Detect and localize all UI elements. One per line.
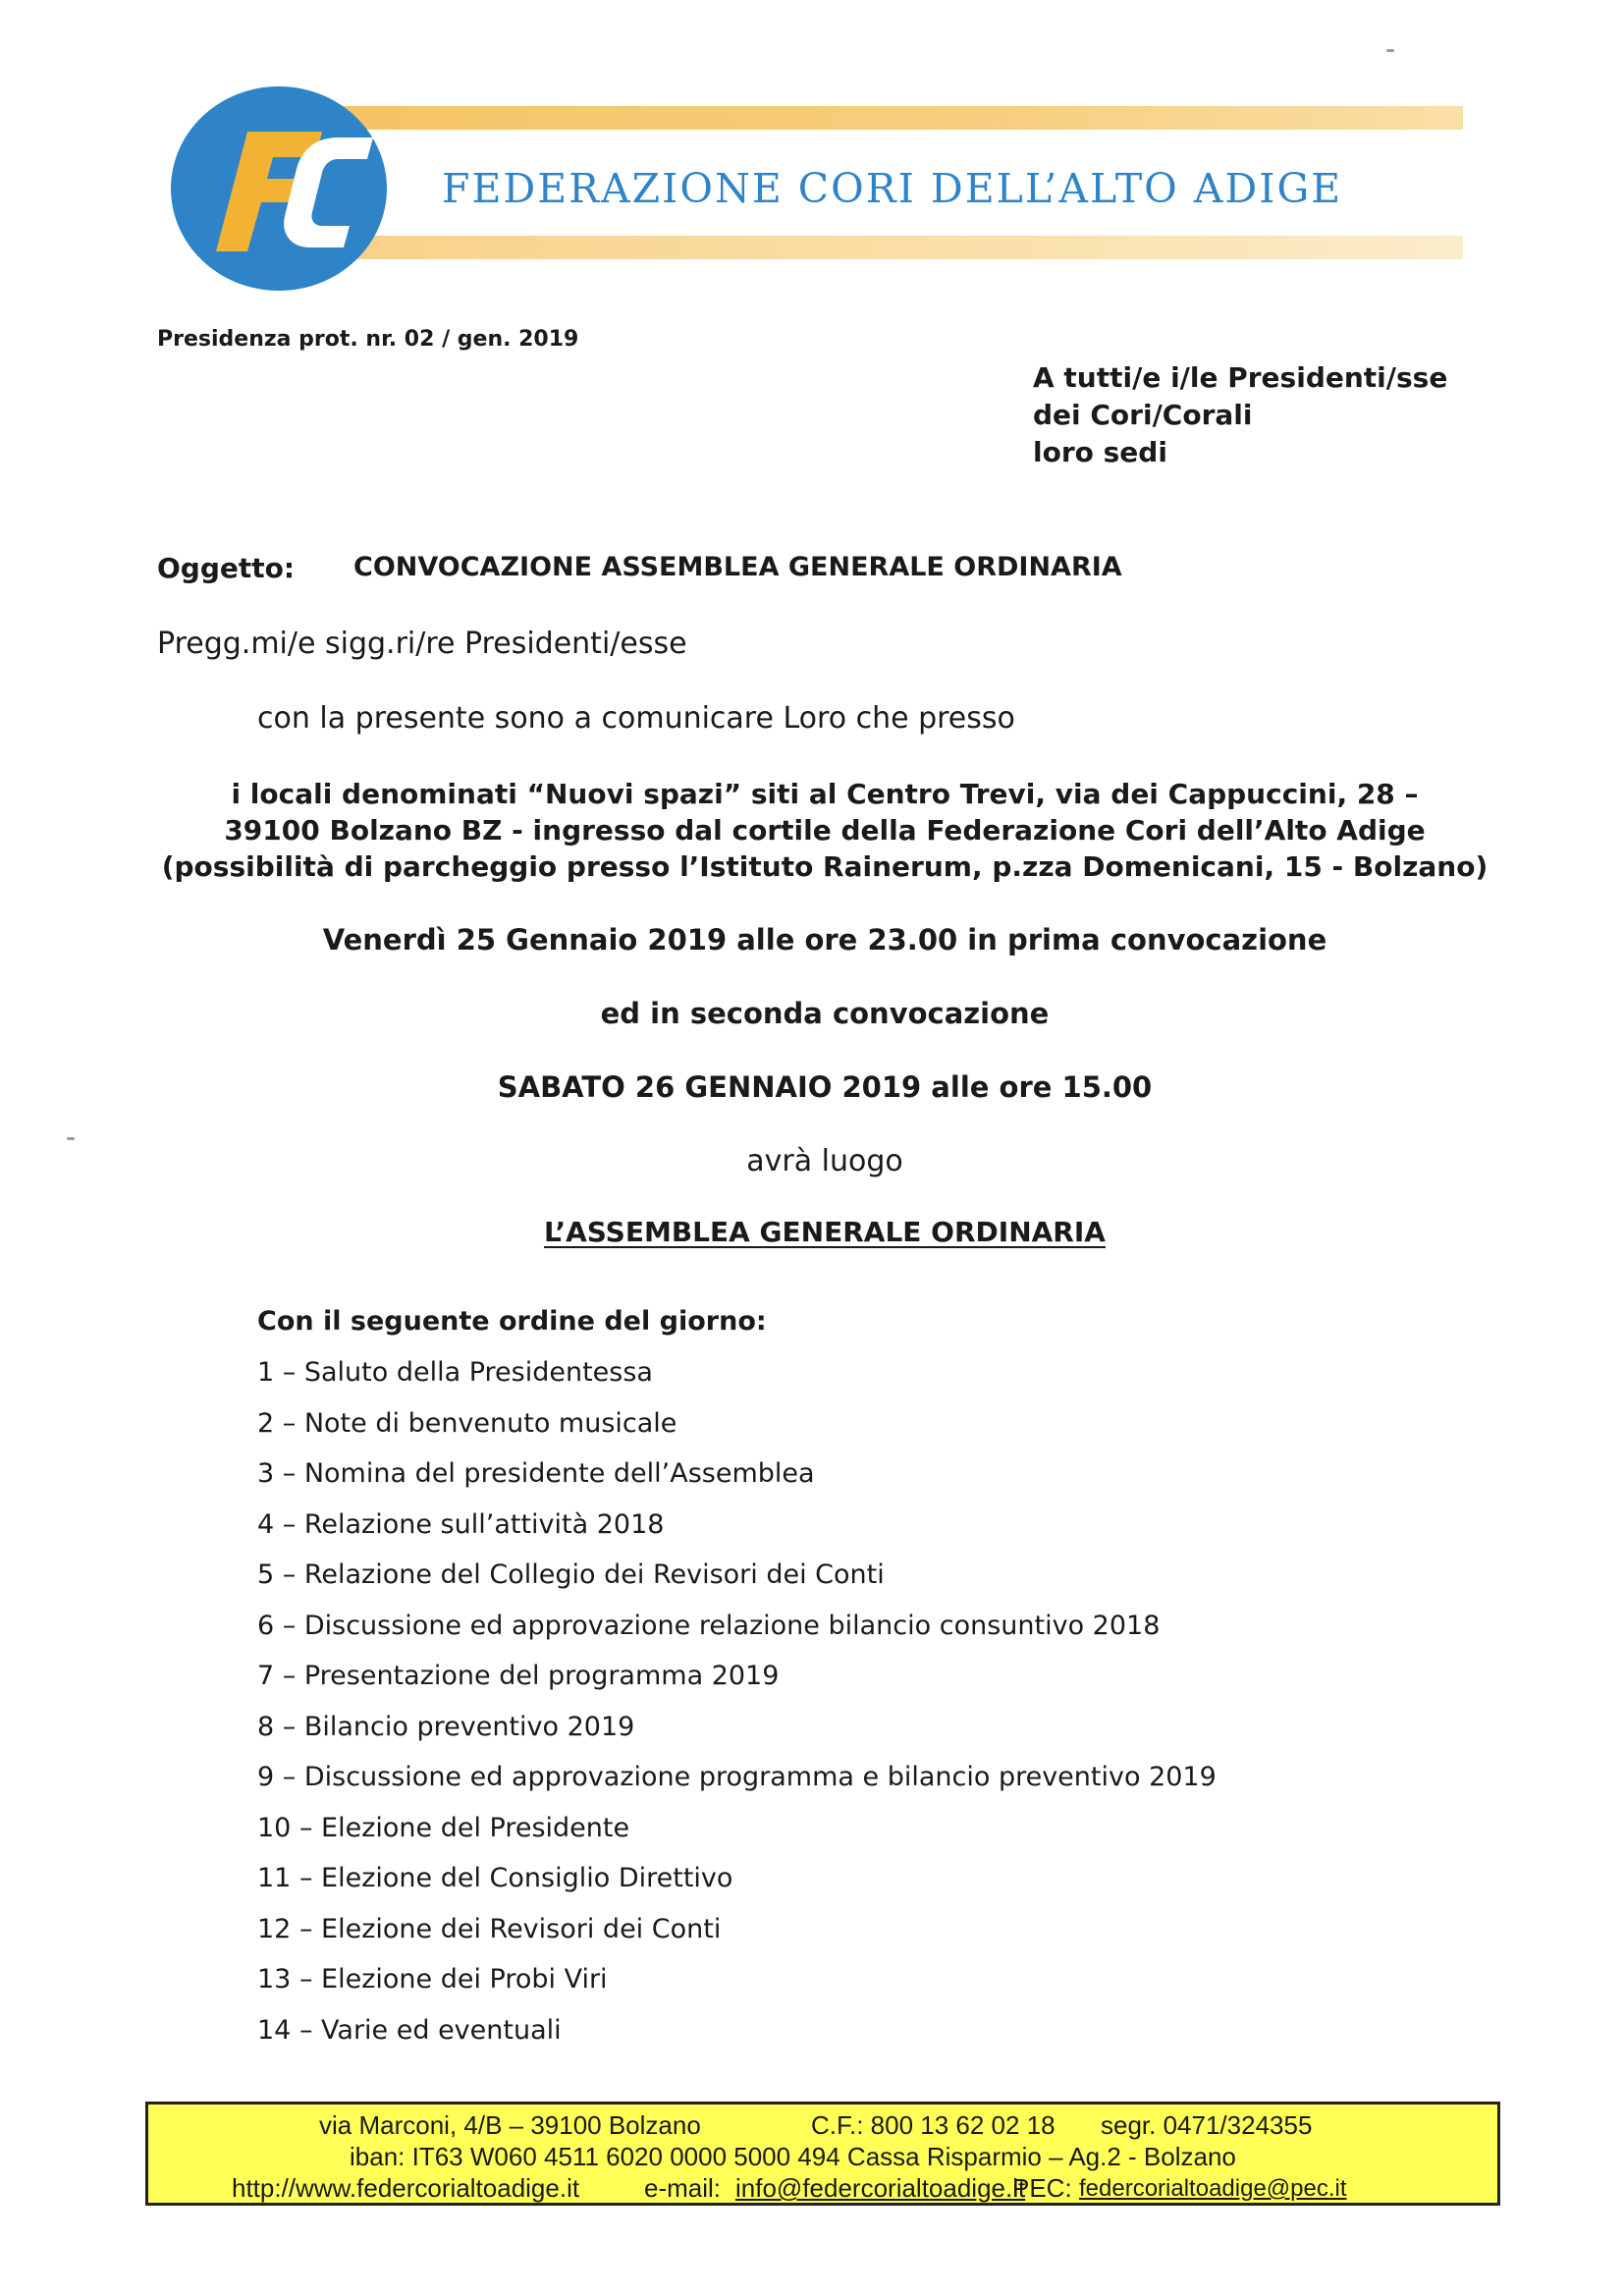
- agenda-item: 13 – Elezione dei Probi Viri: [257, 1964, 608, 1995]
- takes-place-text: avrà luogo: [746, 1144, 903, 1178]
- agenda-item: 12 – Elezione dei Revisori dei Conti: [257, 1913, 722, 1944]
- second-call-intro: ed in seconda convocazione: [600, 997, 1050, 1030]
- footer-pec-label: PEC:: [1012, 2173, 1072, 2203]
- letterhead-top-stripe: [334, 106, 1463, 130]
- org-name: FEDERAZIONE CORI DELL’ALTO ADIGE: [442, 165, 1343, 212]
- scan-speck: [67, 1137, 75, 1140]
- recipients-block: [1033, 359, 1447, 471]
- agenda-item: 14 – Varie ed eventuali: [257, 2014, 562, 2046]
- subject-text: CONVOCAZIONE ASSEMBLEA GENERALE ORDINARIA: [353, 552, 1122, 582]
- footer-email-label: e-mail:: [644, 2173, 722, 2203]
- footer-bank: iban: IT63 W060 4511 6020 0000 5000 494 Cassa Risparmio – Ag.2 - Bolzano: [350, 2142, 1236, 2171]
- first-call-date: Venerdì 25 Gennaio 2019 alle ore 23.00 in prima convocazione: [322, 923, 1327, 957]
- agenda-item: 1 – Saluto della Presidentessa: [257, 1357, 653, 1388]
- footer-pec-link[interactable]: federcorialtoadige@pec.it: [1079, 2175, 1347, 2202]
- protocol-number: Presidenza prot. nr. 02 / gen. 2019: [157, 327, 579, 352]
- intro-text: con la presente sono a comunicare Loro che presso: [257, 701, 1015, 736]
- venue-line: 39100 Bolzano BZ - ingresso dal cortile della Federazione Cori dell’Alto Adige: [224, 814, 1426, 847]
- footer-tax-code: C.F.: 800 13 62 02 18: [811, 2110, 1056, 2140]
- footer-contact-box: [145, 2102, 1500, 2206]
- subject-label: Oggetto:: [157, 552, 296, 584]
- fc-monogram-logo: [157, 79, 393, 295]
- agenda-item: 9 – Discussione ed approvazione programma e bilancio preventivo 2019: [257, 1762, 1217, 1792]
- recipient-line: dei Cori/Corali: [1033, 399, 1253, 431]
- venue-line: i locali denominati “Nuovi spazi” siti al Centro Trevi, via dei Cappuccini, 28 –: [231, 778, 1419, 810]
- agenda-item: 7 – Presentazione del programma 2019: [257, 1661, 780, 1691]
- agenda-item: 3 – Nomina del presidente dell’Assemblea: [257, 1458, 815, 1489]
- letterhead: [157, 79, 1483, 295]
- footer-phone: segr. 0471/324355: [1101, 2110, 1313, 2140]
- agenda-list: [257, 1353, 1217, 2061]
- venue-line: (possibilità di parcheggio presso l’Istituto Rainerum, p.zza Domenicani, 15 - Bolzano): [161, 850, 1489, 883]
- venue-block: [157, 776, 1492, 885]
- agenda-item: 11 – Elezione del Consiglio Direttivo: [257, 1863, 733, 1893]
- agenda-item: 10 – Elezione del Presidente: [257, 1812, 630, 1843]
- agenda-item: 5 – Relazione del Collegio dei Revisori dei Conti: [257, 1559, 885, 1590]
- salutation: Pregg.mi/e sigg.ri/re Presidenti/esse: [157, 627, 687, 661]
- footer-address: via Marconi, 4/B – 39100 Bolzano: [319, 2110, 701, 2140]
- agenda-item: 2 – Note di benvenuto musicale: [257, 1407, 677, 1439]
- recipient-line: A tutti/e i/le Presidenti/sse: [1033, 361, 1448, 394]
- letterhead-bottom-stripe: [334, 236, 1463, 259]
- footer-website-link[interactable]: http://www.federcorialtoadige.it: [232, 2173, 580, 2203]
- agenda-item: 4 – Relazione sull’attività 2018: [257, 1508, 665, 1540]
- second-call-date: SABATO 26 GENNAIO 2019 alle ore 15.00: [497, 1070, 1153, 1104]
- agenda-item: 6 – Discussione ed approvazione relazione bilancio consuntivo 2018: [257, 1610, 1161, 1641]
- assembly-title: [157, 1216, 1492, 1248]
- footer-email-link[interactable]: info@federcorialtoadige.it: [735, 2173, 1026, 2203]
- agenda-heading: Con il seguente ordine del giorno:: [257, 1306, 767, 1337]
- scan-speck: [1386, 49, 1394, 52]
- recipient-line: loro sedi: [1033, 436, 1167, 468]
- agenda-item: 8 – Bilancio preventivo 2019: [257, 1711, 635, 1742]
- assembly-title-text: L’ASSEMBLEA GENERALE ORDINARIA: [544, 1216, 1106, 1248]
